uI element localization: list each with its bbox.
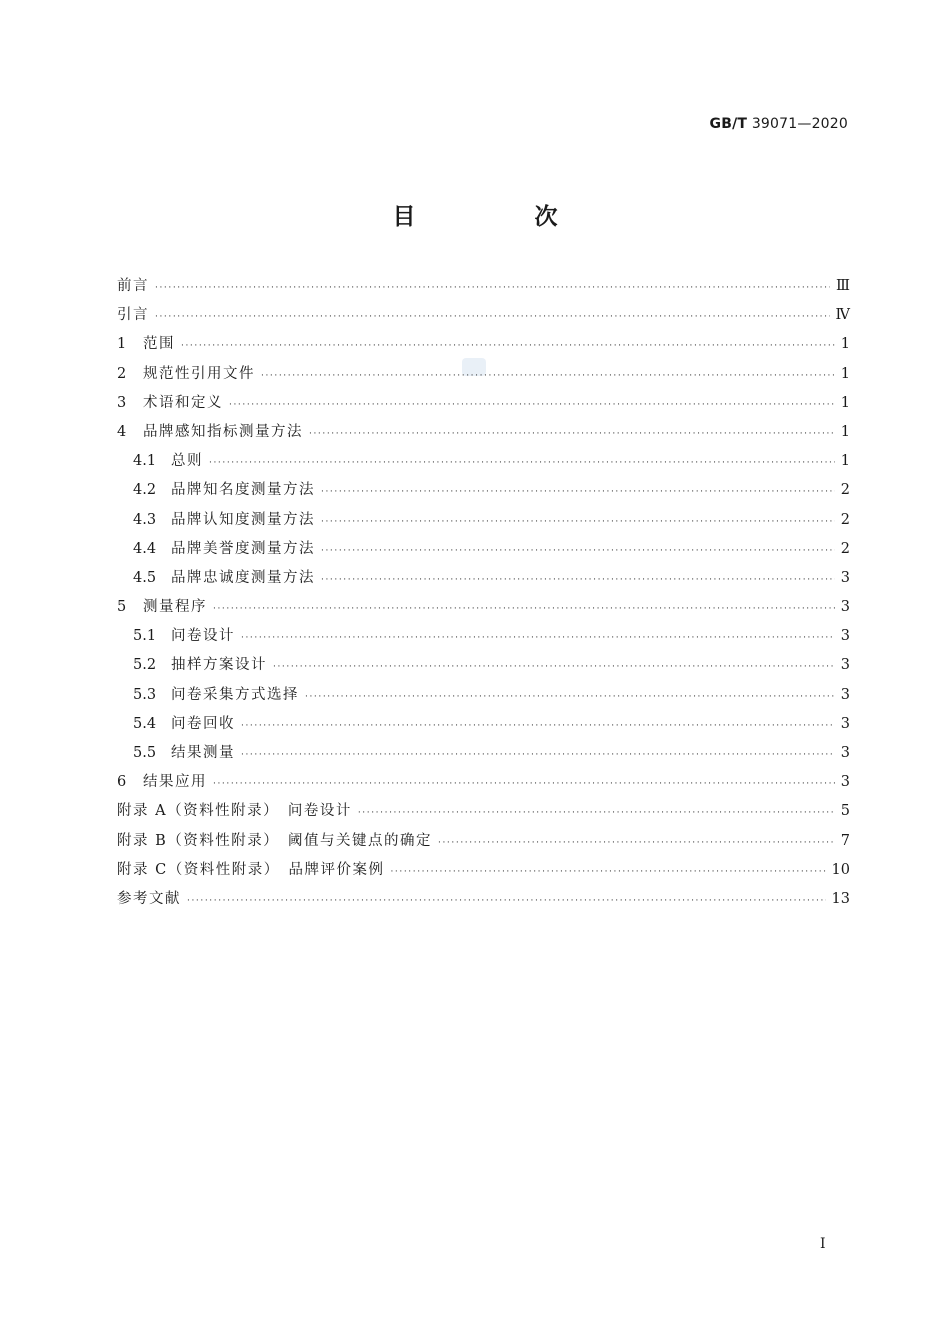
toc-entry[interactable] xyxy=(117,739,850,768)
dot-leader xyxy=(390,858,825,887)
toc-entry[interactable] xyxy=(117,885,850,914)
toc-entry-page: Ⅳ xyxy=(835,307,850,324)
toc-entry-page: 3 xyxy=(840,657,850,674)
toc-entry[interactable] xyxy=(117,506,850,535)
toc-entry[interactable] xyxy=(117,827,850,856)
dot-leader xyxy=(209,449,835,478)
dot-leader xyxy=(438,829,835,858)
dot-leader xyxy=(213,595,835,624)
dot-leader xyxy=(155,274,830,303)
toc-entry-page: 3 xyxy=(840,745,850,761)
dot-leader xyxy=(241,712,835,741)
toc-entry-page: 1 xyxy=(840,394,850,411)
toc-entry-number: 4.3 xyxy=(133,511,157,528)
toc-entry-page: 2 xyxy=(840,540,850,557)
toc-entry-title: 品牌知名度测量方法 xyxy=(171,482,315,499)
toc-entry[interactable] xyxy=(117,856,850,885)
toc-entry-number: 4.1 xyxy=(133,453,157,470)
toc-entry[interactable] xyxy=(117,330,850,359)
toc-entry[interactable] xyxy=(117,301,850,330)
toc-entry-page: 5 xyxy=(840,803,850,820)
toc-entry-title: 术语和定义 xyxy=(143,394,223,411)
toc-entry-title: 测量程序 xyxy=(143,599,207,616)
dot-leader xyxy=(321,537,835,566)
toc-entry-title: 问卷设计 xyxy=(171,628,235,645)
toc-entry-page: 1 xyxy=(840,453,850,470)
toc-entry-page: 2 xyxy=(840,482,850,499)
toc-entry-number: 4 xyxy=(117,423,127,440)
toc-entry[interactable] xyxy=(117,272,850,301)
toc-entry-number: 5.3 xyxy=(133,686,157,703)
toc-entry-number: 2 xyxy=(117,365,127,382)
dot-leader xyxy=(181,332,835,361)
toc-entry[interactable] xyxy=(117,389,850,418)
toc-entry-title: 抽样方案设计 xyxy=(171,657,267,674)
toc-entry-page: 3 xyxy=(840,715,850,732)
toc-entry-title: 品牌美誉度测量方法 xyxy=(171,540,315,557)
dot-leader xyxy=(213,770,835,799)
toc-entry[interactable] xyxy=(117,535,850,564)
toc-entry-title: 附录 C（资料性附录） 品牌评价案例 xyxy=(117,861,385,878)
toc-entry-page: 1 xyxy=(840,365,850,382)
toc-entry-number: 5.2 xyxy=(133,657,157,674)
toc-entry[interactable] xyxy=(117,476,850,505)
toc-entry-number: 5.5 xyxy=(133,745,157,761)
standard-prefix: GB/T xyxy=(709,116,748,132)
toc-entry-title: 问卷回收 xyxy=(171,715,235,732)
page-title: 目 次 xyxy=(392,204,606,230)
toc-entry-title: 附录 B（资料性附录） 阈值与关键点的确定 xyxy=(117,832,433,849)
toc-entry[interactable] xyxy=(117,797,850,826)
toc-entry-page: 3 xyxy=(840,628,850,645)
toc-entry-title: 规范性引用文件 xyxy=(143,365,255,382)
dot-leader xyxy=(241,624,835,653)
toc-entry-page: 13 xyxy=(831,890,850,907)
dot-leader xyxy=(261,362,835,391)
toc-entry[interactable] xyxy=(117,447,850,476)
toc-entry-page: 3 xyxy=(840,569,850,586)
toc-entry-title: 品牌忠诚度测量方法 xyxy=(171,569,315,586)
toc-entry[interactable] xyxy=(117,593,850,622)
dot-leader xyxy=(309,420,835,449)
toc-entry[interactable] xyxy=(117,768,850,797)
toc-entry[interactable] xyxy=(117,710,850,739)
toc-entry-page: 3 xyxy=(840,686,850,703)
toc-entry-title: 范围 xyxy=(143,336,175,353)
toc-entry-title: 品牌感知指标测量方法 xyxy=(143,423,303,440)
toc-entry-title: 结果测量 xyxy=(171,745,235,761)
toc-entry-title: 附录 A（资料性附录） 问卷设计 xyxy=(117,803,352,820)
toc-entry-number: 4.5 xyxy=(133,569,157,586)
dot-leader xyxy=(155,303,830,332)
toc-entry[interactable] xyxy=(117,681,850,710)
toc-entry[interactable] xyxy=(117,622,850,651)
toc-entry-number: 1 xyxy=(117,336,127,353)
toc-entry-number: 4.4 xyxy=(133,540,157,557)
toc-entry-number: 5.4 xyxy=(133,715,157,732)
toc-entry-page: 1 xyxy=(840,336,850,353)
dot-leader xyxy=(305,683,835,712)
toc-entry-page: 3 xyxy=(840,774,850,791)
dot-leader xyxy=(187,887,826,916)
toc-entry-title: 参考文献 xyxy=(117,890,181,907)
toc-entry[interactable] xyxy=(117,564,850,593)
toc-entry-title: 品牌认知度测量方法 xyxy=(171,511,315,528)
standard-number: 39071—2020 xyxy=(751,116,848,132)
toc-entry-page: Ⅲ xyxy=(836,278,850,294)
table-of-contents xyxy=(117,272,850,914)
toc-entry[interactable] xyxy=(117,651,850,680)
dot-leader xyxy=(241,741,835,770)
dot-leader xyxy=(273,653,835,682)
dot-leader xyxy=(229,391,835,420)
page-number: Ⅰ xyxy=(820,1236,826,1252)
toc-entry-page: 7 xyxy=(840,832,850,849)
toc-entry-title: 引言 xyxy=(117,307,149,324)
toc-entry-title: 总则 xyxy=(171,453,203,470)
toc-entry-title: 结果应用 xyxy=(143,774,207,791)
toc-entry-number: 5 xyxy=(117,599,127,616)
toc-entry-title: 前言 xyxy=(117,278,149,294)
dot-leader xyxy=(321,508,835,537)
toc-entry-number: 5.1 xyxy=(133,628,157,645)
toc-entry[interactable] xyxy=(117,360,850,389)
toc-entry-page: 3 xyxy=(840,599,850,616)
toc-entry-number: 6 xyxy=(117,774,127,791)
toc-entry-page: 2 xyxy=(840,511,850,528)
dot-leader xyxy=(358,799,835,828)
toc-entry-title: 问卷采集方式选择 xyxy=(171,686,299,703)
dot-leader xyxy=(321,478,835,507)
toc-entry[interactable] xyxy=(117,418,850,447)
toc-entry-number: 3 xyxy=(117,394,127,411)
dot-leader xyxy=(321,566,835,595)
toc-entry-number: 4.2 xyxy=(133,482,157,499)
standard-code xyxy=(710,116,848,132)
toc-entry-page: 10 xyxy=(831,861,850,878)
toc-entry-page: 1 xyxy=(840,423,850,440)
